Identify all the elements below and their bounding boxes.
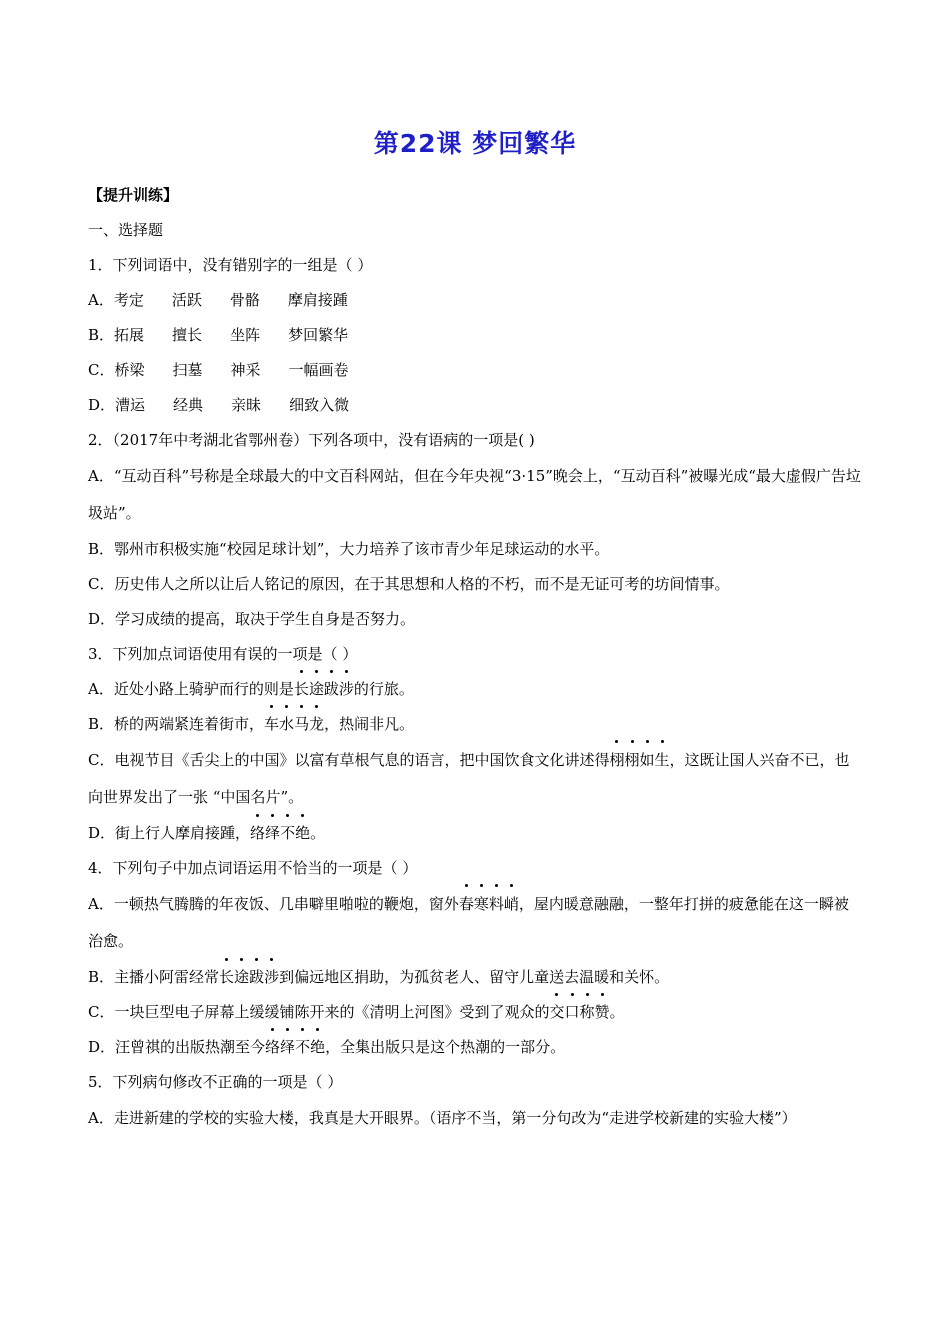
- question-4-stem: 4．下列句子中加点词语运用不恰当的一项是（ ）: [88, 859, 418, 877]
- question-1-stem: 1．下列词语中，没有错别字的一组是（ ）: [88, 256, 373, 274]
- question-1-option-a: A．考定 活跃 骨骼 摩肩接踵: [88, 291, 348, 309]
- question-4-option-c: C．一块巨型电子屏幕上缓缓铺陈开来的《清明上河图》受到了观众的交口称赞。: [88, 995, 863, 1030]
- dotted-term: [459, 895, 519, 913]
- question-1-option-b: B．拓展 擅长 坐阵 梦回繁华: [88, 326, 349, 344]
- emphasis-char: 如: [640, 742, 655, 779]
- emphasis-char: 交: [549, 995, 564, 1030]
- emphasis-char: 车: [264, 707, 279, 742]
- question-2-option-c: C．历史伟人之所以让后人铭记的原因，在于其思想和人格的不朽，而不是无证可考的坊间情事。: [88, 575, 730, 593]
- emphasis-char: 口: [565, 995, 580, 1030]
- question-3-option-c: C．电视节目《舌尖上的中国》以富有草根气息的语言，把中国饮食文化讲述得栩栩如生，这既让国人兴奋不已，也向世界发出了一张 “中国名片”。: [88, 742, 863, 816]
- emphasis-char: 料: [489, 886, 504, 923]
- dotted-term: [264, 715, 324, 733]
- part-heading: 一、选择题: [88, 221, 164, 239]
- emphasis-char: 跋: [324, 672, 339, 707]
- emphasis-char: 跋: [249, 960, 264, 995]
- dotted-term: [549, 1003, 609, 1021]
- emphasis-char: 绎: [265, 816, 280, 851]
- question-4-option-a: A．一顿热气腾腾的年夜饭、几串噼里啪啦的鞭炮，窗外春寒料峭，屋内暖意融融，一整年打拼的疲惫能在这一瞬被治愈。: [88, 886, 863, 960]
- question-3-option-b: B．桥的两端紧连着街市，车水马龙，热闹非凡。: [88, 707, 863, 742]
- question-4-option-d: D．汪曾祺的出版热潮至今络绎不绝，全集出版只是这个热潮的一部分。: [88, 1030, 863, 1065]
- emphasis-char: 寒: [474, 886, 489, 923]
- question-3-stem: 3．下列加点词语使用有误的一项是（ ）: [88, 645, 358, 663]
- emphasis-char: 络: [265, 1030, 280, 1065]
- emphasis-char: 途: [234, 960, 249, 995]
- emphasis-char: 称: [580, 995, 595, 1030]
- question-2-stem: 2．（2017年中考湖北省鄂州卷）下列各项中，没有语病的一项是( ): [88, 431, 535, 449]
- question-5-stem: 5．下列病句修改不正确的一项是（ ）: [88, 1073, 343, 1091]
- emphasis-char: 长: [294, 672, 309, 707]
- question-3-option-d: D．街上行人摩肩接踵，络绎不绝。: [88, 816, 863, 851]
- emphasis-char: 马: [294, 707, 309, 742]
- dotted-term: [250, 824, 310, 842]
- dotted-term: [294, 680, 354, 698]
- emphasis-char: 不: [280, 816, 295, 851]
- emphasis-char: 生: [655, 742, 670, 779]
- emphasis-char: 龙: [309, 707, 324, 742]
- emphasis-char: 绝: [295, 816, 310, 851]
- emphasis-char: 不: [295, 1030, 310, 1065]
- question-2-option-b: B．鄂州市积极实施“校园足球计划”，大力培养了该市青少年足球运动的水平。: [88, 540, 610, 558]
- emphasis-char: 络: [250, 816, 265, 851]
- emphasis-char: 赞: [595, 995, 610, 1030]
- dotted-term: [219, 968, 279, 986]
- emphasis-char: 长: [219, 960, 234, 995]
- question-3-option-a: A．近处小路上骑驴而行的则是长途跋涉的行旅。: [88, 672, 863, 707]
- dotted-term: [265, 1038, 325, 1056]
- emphasis-char: 峭: [504, 886, 519, 923]
- question-5-option-a: A．走进新建的学校的实验大楼，我真是大开眼界。（语序不当，第一分句改为“走进学校新建的实验大楼”）: [88, 1109, 797, 1127]
- emphasis-char: 绝: [310, 1030, 325, 1065]
- question-2-option-a: A．“互动百科”号称是全球最大的中文百科网站，但在今年央视“3·15”晚会上，“互动百科”被曝光成“最大虚假广告垃圾站”。: [88, 467, 861, 522]
- emphasis-char: 涉: [339, 672, 354, 707]
- emphasis-char: 途: [309, 672, 324, 707]
- section-heading: 【提升训练】: [88, 186, 179, 204]
- question-2-option-d: D．学习成绩的提高，取决于学生自身是否努力。: [88, 610, 416, 628]
- document-body: [88, 178, 863, 1137]
- page-title: 第22课 梦回繁华: [373, 129, 577, 158]
- question-1-option-c: C．桥梁 扫墓 神采 一幅画卷: [88, 361, 349, 379]
- emphasis-char: 栩: [609, 742, 624, 779]
- emphasis-char: 春: [459, 886, 474, 923]
- dotted-term: [609, 751, 669, 769]
- emphasis-char: 栩: [625, 742, 640, 779]
- question-4-option-b: B．主播小阿雷经常长途跋涉到偏远地区捐助，为孤贫老人、留守儿童送去温暖和关怀。: [88, 960, 863, 995]
- question-1-option-d: D．漕运 经典 亲昧 细致入微: [88, 396, 350, 414]
- emphasis-char: 涉: [264, 960, 279, 995]
- emphasis-char: 绎: [280, 1030, 295, 1065]
- emphasis-char: 水: [279, 707, 294, 742]
